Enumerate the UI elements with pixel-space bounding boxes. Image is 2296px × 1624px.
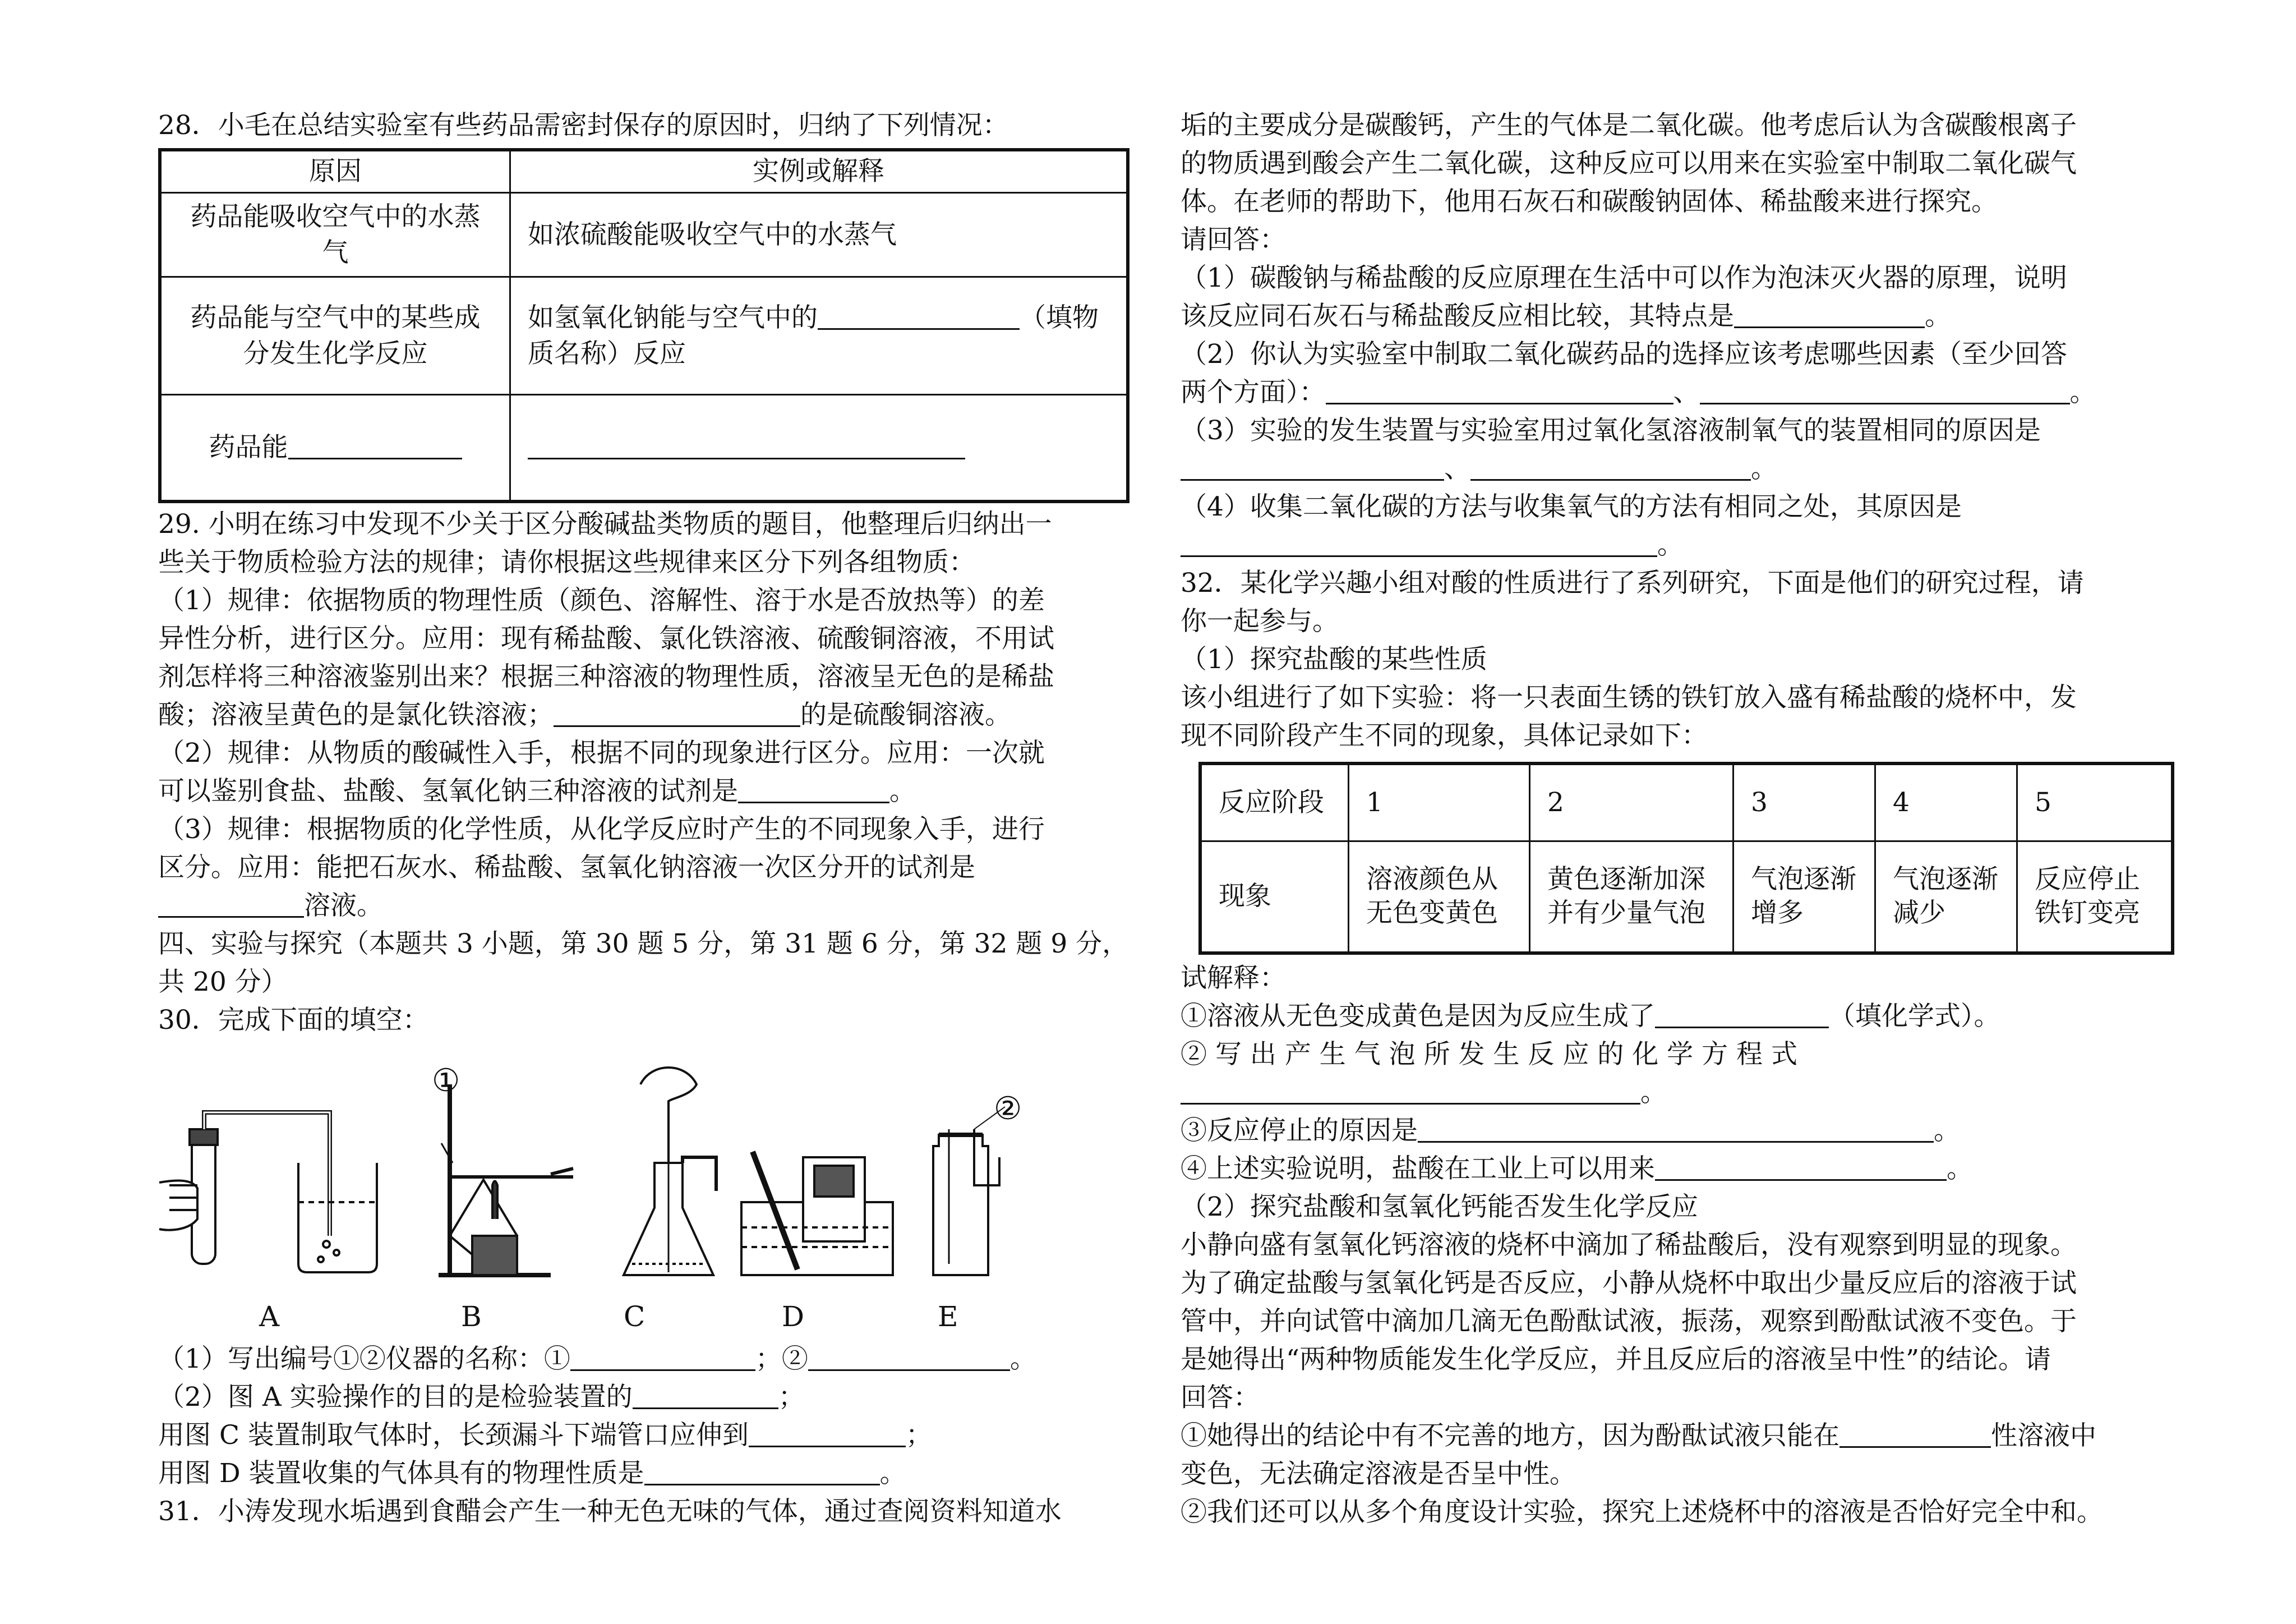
q32-stem-line2: 你一起参与。 — [1181, 606, 1339, 637]
q29-part1-tail: 的是硫酸铜溶液。 — [800, 699, 1011, 730]
q29-part2-line2 — [158, 772, 1133, 811]
q30-sub3-text: 用图 C 装置制取气体时，长颈漏斗下端管口应伸到 — [158, 1419, 749, 1451]
q31-a1-tail: 。 — [1925, 301, 1951, 332]
q29-part3-tail: 溶液。 — [304, 890, 383, 921]
q30-sub1-tail: 。 — [1009, 1343, 1036, 1374]
q31-a4-line1: （4）收集二氧化碳的方法与收集氧气的方法有相同之处，其原因是 — [1181, 491, 1962, 522]
q31-a2-mid: 、 — [1673, 377, 1700, 408]
q32-part2-line1: 小静向盛有氢氧化钙溶液的烧杯中滴加了稀盐酸后，没有观察到明显的现象。 — [1181, 1230, 2077, 1260]
q28-stem: 28．小毛在总结实验室有些药品需密封保存的原因时，归纳了下列情况： — [158, 110, 1009, 141]
q31-line1: 垢的主要成分是碳酸钙，产生的气体是二氧化碳。他考虑后认为含碳酸根离子 — [1181, 110, 2077, 141]
q32-r2: ②我们还可以从多个角度设计实验，探究上述烧杯中的溶液是否恰好完全中和。 — [1181, 1497, 2103, 1528]
q32-blank-3[interactable] — [1418, 1113, 1934, 1143]
section4-heading-line1: 四、实验与探究（本题共 3 小题，第 30 题 5 分，第 31 题 6 分，第 32 题 9 分， — [158, 928, 1129, 959]
q32-phenom-label: 现象 — [1200, 841, 1349, 953]
q32-stage-4: 4 — [1875, 763, 2017, 841]
q29-part3-line2: 区分。应用：能把石灰水、稀盐酸、氢氧化钠溶液一次区分开的试剂是 — [158, 852, 975, 883]
q31-blank-3[interactable] — [1700, 375, 2070, 404]
q31-blank-6[interactable] — [1181, 527, 1657, 557]
q30-sub3-tail: ； — [905, 1419, 932, 1451]
q30-blank-1[interactable] — [570, 1341, 755, 1371]
q28-row2-example-pre: 如氢氧化钠能与空气中的 — [528, 302, 818, 333]
q32-e2-line2 — [1181, 1074, 2166, 1112]
q29-part2-text: 可以鉴别食盐、盐酸、氢氧化钠三种溶液的试剂是 — [158, 775, 738, 807]
q32-e4-tail: 。 — [1947, 1153, 1973, 1184]
q32-phenom-5: 反应停止铁钉变亮 — [2017, 841, 2173, 953]
q28-row3-cause-text: 药品能 — [209, 431, 288, 463]
q29-part1-line1: （1）规律：依据物质的物理性质（颜色、溶解性、溶于水是否放热等）的差 — [158, 585, 1045, 616]
q31-a3-line1: （3）实验的发生装置与实验室用过氧化氢溶液制氧气的装置相同的原因是 — [1181, 415, 2041, 446]
q29-part2-blank[interactable] — [738, 774, 889, 803]
q32-e3-tail: 。 — [1934, 1115, 1960, 1146]
q32-r1-text: ①她得出的结论中有不完善的地方，因为酚酞试液只能在 — [1181, 1420, 1839, 1451]
apparatus-e — [933, 1107, 1005, 1275]
q32-r1-line2: 变色，无法确定溶液是否呈中性。 — [1181, 1459, 1576, 1489]
q28-row1-example: 如浓硫酸能吸收空气中的水蒸气 — [510, 193, 1128, 277]
q31-a3-tail: 。 — [1751, 453, 1777, 484]
q30-blank-2[interactable] — [808, 1341, 1010, 1371]
q32-phenom-2: 黄色逐渐加深并有少量气泡 — [1530, 841, 1733, 953]
q29-part1-line3: 剂怎样将三种溶液鉴别出来？根据三种溶液的物理性质，溶液呈无色的是稀盐 — [158, 661, 1054, 692]
q32-part2-line4: 是她得出“两种物质能发生化学反应，并且反应后的溶液呈中性”的结论。请 — [1181, 1344, 2051, 1375]
q32-part2-line5: 回答： — [1181, 1382, 1260, 1413]
q32-phenom-3: 气泡逐渐增多 — [1733, 841, 1875, 953]
q31-blank-2[interactable] — [1326, 375, 1673, 404]
q28-header-example: 实例或解释 — [510, 150, 1128, 193]
q28-row3-cause-blank[interactable] — [288, 430, 462, 459]
q28-row2-example — [510, 277, 1128, 395]
q31-line4: 请回答： — [1181, 224, 1286, 255]
label-a: A — [259, 1300, 280, 1333]
q30-blank-3[interactable] — [633, 1379, 778, 1409]
q28-row3-example — [510, 395, 1128, 502]
q32-stage-5: 5 — [2017, 763, 2173, 841]
q32-blank-5[interactable] — [1839, 1418, 1991, 1448]
q29-part2-tail: 。 — [889, 775, 916, 807]
q29-part1-text: 酸；溶液呈黄色的是氯化铁溶液； — [158, 699, 554, 730]
q29-stem-line1: 29. 小明在练习中发现不少关于区分酸碱盐类物质的题目，他整理后归纳出一 — [158, 508, 1052, 540]
q31-a3-mid: 、 — [1444, 453, 1470, 484]
q32-part2-line3: 管中，并向试管中滴加几滴无色酚酞试液，振荡，观察到酚酞试液不变色。于 — [1181, 1306, 2077, 1337]
q28-row2-example-post: （填物质名称）反应 — [528, 302, 1099, 369]
q29-stem-line2: 些关于物质检验方法的规律；请你根据这些规律来区分下列各组物质： — [158, 546, 975, 578]
q32-part1-line1: 该小组进行了如下实验：将一只表面生锈的铁钉放入盛有稀盐酸的烧杯中，发 — [1181, 682, 2077, 713]
q31-a4-line2 — [1181, 526, 2166, 564]
q31-stem-line0: 31．小涛发现水垢遇到食醋会产生一种无色无味的气体，通过查阅资料知道水 — [158, 1496, 1062, 1527]
q29-part3-blank[interactable] — [158, 888, 304, 918]
q31-a3-line2 — [1181, 450, 2166, 488]
q32-stem-line1: 32．某化学兴趣小组对酸的性质进行了系列研究，下面是他们的研究过程，请 — [1181, 568, 2084, 599]
q29-part1-blank[interactable] — [554, 697, 800, 727]
q30-sub2-text: （2）图 A 实验操作的目的是检验装置的 — [158, 1381, 633, 1413]
apparatus-a — [159, 1112, 377, 1272]
q30-apparatus-figure — [158, 1051, 1133, 1337]
q31-blank-5[interactable] — [1470, 451, 1751, 481]
q31-blank-4[interactable] — [1181, 451, 1444, 481]
q32-e2: ② 写 出 产 生 气 泡 所 发 生 反 应 的 化 学 方 程 式 — [1181, 1039, 1797, 1070]
q32-stage-2: 2 — [1530, 763, 1733, 841]
q31-a2-line2 — [1181, 374, 2166, 412]
section4-heading-line2: 共 20 分） — [158, 966, 288, 997]
q32-phenom-4: 气泡逐渐减少 — [1875, 841, 2017, 953]
q30-sub2 — [158, 1378, 1133, 1416]
q32-phenom-1: 溶液颜色从无色变黄色 — [1349, 841, 1530, 953]
q31-a4-tail: 。 — [1657, 530, 1684, 560]
q30-sub4-tail: 。 — [879, 1457, 906, 1489]
q32-e4-text: ④上述实验说明，盐酸在工业上可以用来 — [1181, 1153, 1655, 1184]
q32-e4 — [1181, 1150, 2166, 1188]
q28-row3-example-blank[interactable] — [528, 430, 965, 459]
q32-e3 — [1181, 1112, 2166, 1150]
q30-blank-5[interactable] — [644, 1456, 880, 1485]
q31-a2-tail: 。 — [2069, 377, 2096, 408]
q32-explain: 试解释： — [1181, 963, 1286, 993]
q29-part2-line1: （2）规律：从物质的酸碱性入手，根据不同的现象进行区分。应用：一次就 — [158, 737, 1045, 769]
q32-stage-1: 1 — [1349, 763, 1530, 841]
q32-part1-line2: 现不同阶段产生不同的现象，具体记录如下： — [1181, 720, 1708, 751]
q32-e1 — [1181, 997, 2166, 1036]
label-c: C — [624, 1300, 646, 1333]
apparatus-d — [741, 1152, 893, 1275]
q32-e1-text: ①溶液从无色变成黄色是因为反应生成了 — [1181, 1001, 1655, 1032]
q32-table — [1198, 762, 2174, 955]
q32-r1-tail: 性溶液中 — [1991, 1420, 2096, 1451]
q29-part3-line3 — [158, 887, 1133, 925]
q30-sub1 — [158, 1340, 1133, 1378]
q32-stage-3: 3 — [1733, 763, 1875, 841]
label-e: E — [938, 1300, 958, 1333]
q30-stem: 30．完成下面的填空： — [158, 1004, 429, 1036]
q28-table — [158, 148, 1129, 503]
q31-a1-line1: （1）碳酸钠与稀盐酸的反应原理在生活中可以作为泡沫灭火器的原理，说明 — [1181, 263, 2067, 293]
q30-blank-4[interactable] — [749, 1418, 906, 1447]
q31-blank-1[interactable] — [1734, 298, 1925, 328]
q31-a2-line1: （2）你认为实验室中制取二氧化碳药品的选择应该考虑哪些因素（至少回答 — [1181, 339, 2067, 370]
label-b: B — [461, 1300, 482, 1333]
q31-line3: 体。在老师的帮助下，他用石灰石和碳酸钠固体、稀盐酸来进行探究。 — [1181, 186, 1998, 217]
q32-e1-tail: （填化学式）。 — [1829, 1001, 2000, 1032]
q32-e3-text: ③反应停止的原因是 — [1181, 1115, 1418, 1146]
q32-e2-tail: 。 — [1640, 1077, 1667, 1108]
q32-blank-2[interactable] — [1181, 1075, 1640, 1105]
q28-row1-cause: 药品能吸收空气中的水蒸气 — [160, 193, 510, 277]
marker-1: ① — [432, 1062, 460, 1099]
q29-part1-line4 — [158, 696, 1133, 734]
marker-2: ② — [994, 1090, 1022, 1127]
q32-part1-title: （1）探究盐酸的某些性质 — [1181, 644, 1487, 675]
q28-row2-cause: 药品能与空气中的某些成分发生化学反应 — [160, 277, 510, 395]
q31-line2: 的物质遇到酸会产生二氧化碳，这种反应可以用来在实验室中制取二氧化碳气 — [1181, 148, 2077, 179]
q28-header-cause: 原因 — [160, 150, 510, 193]
q32-r1 — [1181, 1417, 2166, 1455]
q31-a1-text: 该反应同石灰石与稀盐酸反应相比较，其特点是 — [1181, 301, 1734, 332]
q30-sub4-text: 用图 D 装置收集的气体具有的物理性质是 — [158, 1457, 644, 1489]
q30-sub2-tail: ； — [778, 1381, 805, 1413]
left-column — [158, 107, 1133, 1531]
q29-part3-line1: （3）规律：根据物质的化学性质，从化学反应时产生的不同现象入手，进行 — [158, 813, 1045, 845]
q29-part1-line2: 异性分析，进行区分。应用：现有稀盐酸、氯化铁溶液、硫酸铜溶液，不用试 — [158, 623, 1054, 654]
apparatus-c — [624, 1068, 716, 1275]
q32-stage-label: 反应阶段 — [1200, 763, 1349, 841]
label-d: D — [782, 1300, 805, 1333]
apparatus-drawing — [158, 1051, 1133, 1337]
q30-sub1-mid: ；② — [755, 1343, 808, 1374]
q30-sub4 — [158, 1455, 1133, 1493]
q30-sub3 — [158, 1416, 1133, 1455]
q32-part2-line2: 为了确定盐酸与氢氧化钙是否反应，小静从烧杯中取出少量反应后的溶液于试 — [1181, 1268, 2077, 1299]
q31-a1-line2 — [1181, 297, 2166, 335]
q31-a2-text: 两个方面）： — [1181, 377, 1326, 408]
q32-part2-title: （2）探究盐酸和氢氧化钙能否发生化学反应 — [1181, 1191, 1698, 1222]
apparatus-b — [439, 1084, 573, 1275]
q32-blank-4[interactable] — [1655, 1151, 1947, 1181]
q32-blank-1[interactable] — [1655, 999, 1829, 1028]
q30-sub1-text: （1）写出编号①②仪器的名称：① — [158, 1343, 570, 1374]
q28-row3-cause — [160, 395, 510, 502]
q28-row2-blank[interactable] — [818, 300, 1020, 330]
right-column — [1181, 107, 2166, 1531]
